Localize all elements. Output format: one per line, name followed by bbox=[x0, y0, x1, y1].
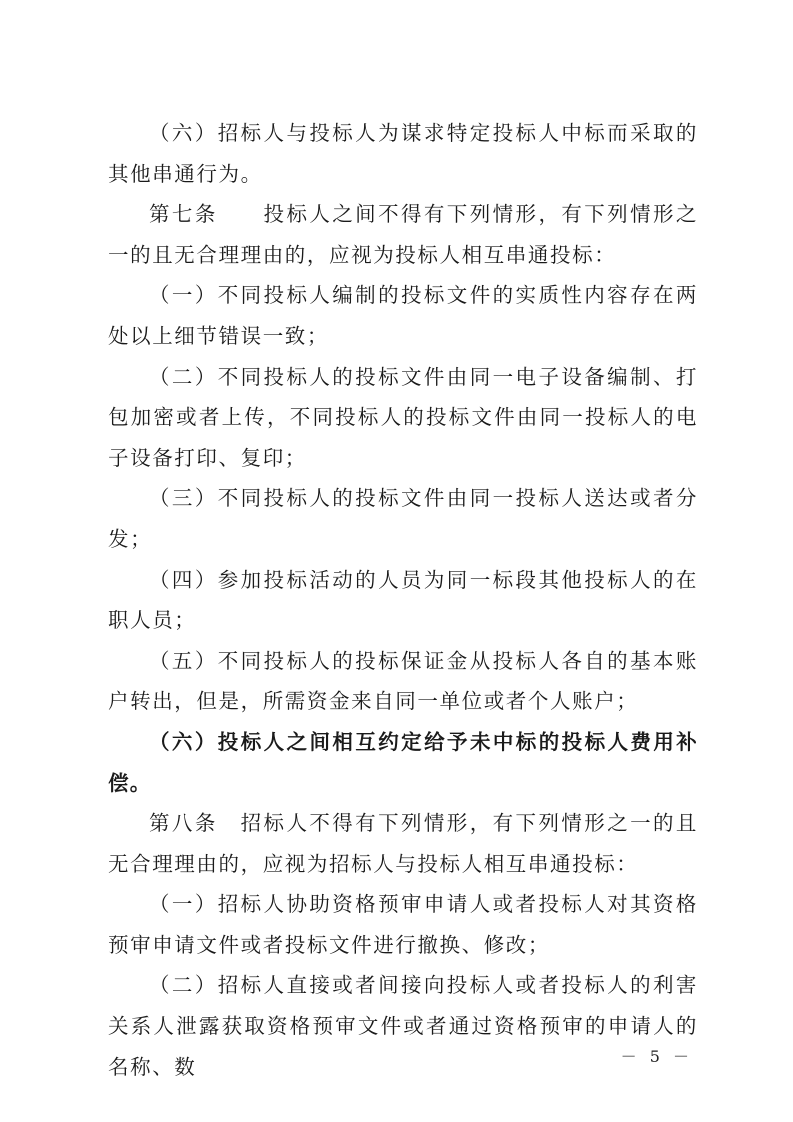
page-number: － 5 － bbox=[620, 1047, 693, 1066]
paragraph: （五）不同投标人的投标保证金从投标人各自的基本账户转出，但是，所需资金来自同一单位或者个人账户； bbox=[108, 648, 698, 714]
bold-paragraph: （六）投标人之间相互约定给予未中标的投标人费用补偿。 bbox=[108, 729, 698, 795]
article-7-paragraph: 第七条 投标人之间不得有下列情形，有下列情形之一的且无合理理由的，应视为投标人相互串通投标： bbox=[108, 202, 698, 267]
paragraph: （一）不同投标人编制的投标文件的实质性内容存在两处以上细节错误一致； bbox=[108, 283, 698, 348]
paragraph: （四）参加投标活动的人员为同一标段其他投标人的在职人员； bbox=[108, 567, 698, 633]
paragraph: （六）招标人与投标人为谋求特定投标人中标而采取的其他串通行为。 bbox=[108, 121, 698, 186]
paragraph: （一）招标人协助资格预审申请人或者投标人对其资格预审申请文件或者投标文件进行撤换、修改； bbox=[108, 892, 698, 957]
paragraph: （二）不同投标人的投标文件由同一电子设备编制、打包加密或者上传，不同投标人的投标文件由同一投标人的电子设备打印、复印； bbox=[108, 364, 698, 470]
article-8-paragraph: 第八条 招标人不得有下列情形，有下列情形之一的且无合理理由的，应视为招标人与投标人相互串通投标： bbox=[108, 811, 698, 876]
document-body bbox=[108, 113, 698, 1087]
paragraph: （二）招标人直接或者间接向投标人或者投标人的利害关系人泄露获取资格预审文件或者通过资格预审的申请人的名称、数 bbox=[108, 973, 698, 1079]
paragraph: （三）不同投标人的投标文件由同一投标人送达或者分发； bbox=[108, 486, 698, 551]
